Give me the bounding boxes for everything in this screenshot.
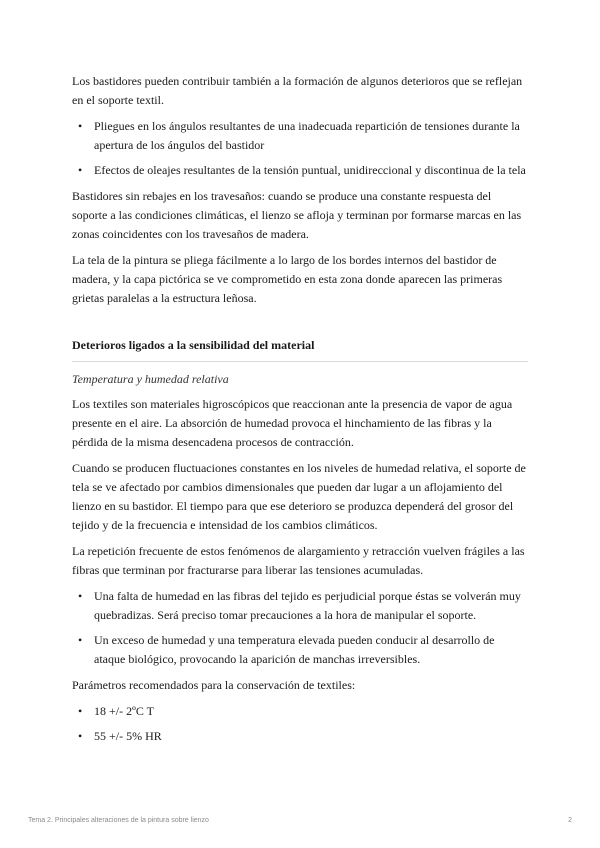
list-item-text: Efectos de oleajes resultantes de la tensión puntual, unidireccional y discontinua de la tela	[94, 163, 526, 177]
intro-bullet-list	[72, 117, 528, 180]
list-item	[72, 161, 528, 180]
list-item-text: Una falta de humedad en las fibras del tejido es perjudicial porque éstas se volverán muy quebradizas. Será preciso tomar precauciones a la hora de manipular el soporte.	[94, 589, 521, 622]
bastidores-paragraph: Bastidores sin rebajes en los travesaños: cuando se produce una constante respuesta del soporte a las condiciones climáticas, el lienzo se afloja y terminan por formarse marcas en las zonas coincidentes con los travesaños de madera.	[72, 189, 522, 241]
textiles-paragraph: Los textiles son materiales higroscópicos que reaccionan ante la presencia de vapor de agua presente en el aire. La absorción de humedad provoca el hinchamiento de las fibras y la pérdida de la misma desencadena procesos de contracción.	[72, 397, 513, 449]
list-item	[72, 117, 528, 155]
section-subheading: Temperatura y humedad relativa	[72, 372, 229, 386]
param-humidity: 55 +/- 5% HR	[94, 729, 162, 743]
page-footer	[28, 811, 572, 830]
bullet-icon: •	[78, 729, 83, 743]
humidity-bullet-list	[72, 587, 528, 669]
page-content	[72, 72, 528, 753]
fluctuations-paragraph: Cuando se producen fluctuaciones constantes en los niveles de humedad relativa, el soporte de tela se ve afectado por cambios dimensionales que pueden dar lugar a un aflojamiento del lienzo en su bastidor. El tiempo para que ese deterioro se produzca dependerá del grosor del tejido y de la frecuencia e intensidad de los cambios climáticos.	[72, 461, 526, 532]
params-label: Parámetros recomendados para la conservación de textiles:	[72, 678, 356, 692]
bullet-icon: •	[78, 633, 83, 647]
params-list	[72, 702, 528, 746]
intro-paragraph: Los bastidores pueden contribuir también a la formación de algunos deterioros que se reflejan en el soporte textil.	[72, 74, 523, 107]
list-item-text: Un exceso de humedad y una temperatura elevada pueden conducir al desarrollo de ataque biológico, provocando la aparición de manchas irreversibles.	[94, 633, 495, 666]
footer-title: Tema 2. Principales alteraciones de la pintura sobre lienzo	[28, 817, 209, 824]
list-item	[72, 727, 528, 746]
section-heading: Deterioros ligados a la sensibilidad del material	[72, 336, 528, 362]
list-item	[72, 587, 528, 625]
list-item-text: Pliegues en los ángulos resultantes de una inadecuada repartición de tensiones durante la apertura de los ángulos del bastidor	[94, 119, 520, 152]
bullet-icon: •	[78, 704, 83, 718]
bullet-icon: •	[78, 589, 83, 603]
bullet-icon: •	[78, 163, 83, 177]
page-number: 2	[568, 817, 572, 824]
list-item	[72, 631, 528, 669]
tela-paragraph: La tela de la pintura se pliega fácilmente a lo largo de los bordes internos del bastidor de madera, y la capa pictórica se ve comprometido en esta zona donde aparecen las primeras grietas paralelas a la estructura leñosa.	[72, 253, 503, 305]
list-item	[72, 702, 528, 721]
param-temperature: 18 +/- 2ºC T	[94, 704, 154, 718]
bullet-icon: •	[78, 119, 83, 133]
repetition-paragraph: La repetición frecuente de estos fenómenos de alargamiento y retracción vuelven frágiles a las fibras que terminan por fracturarse para liberar las tensiones acumuladas.	[72, 544, 525, 577]
